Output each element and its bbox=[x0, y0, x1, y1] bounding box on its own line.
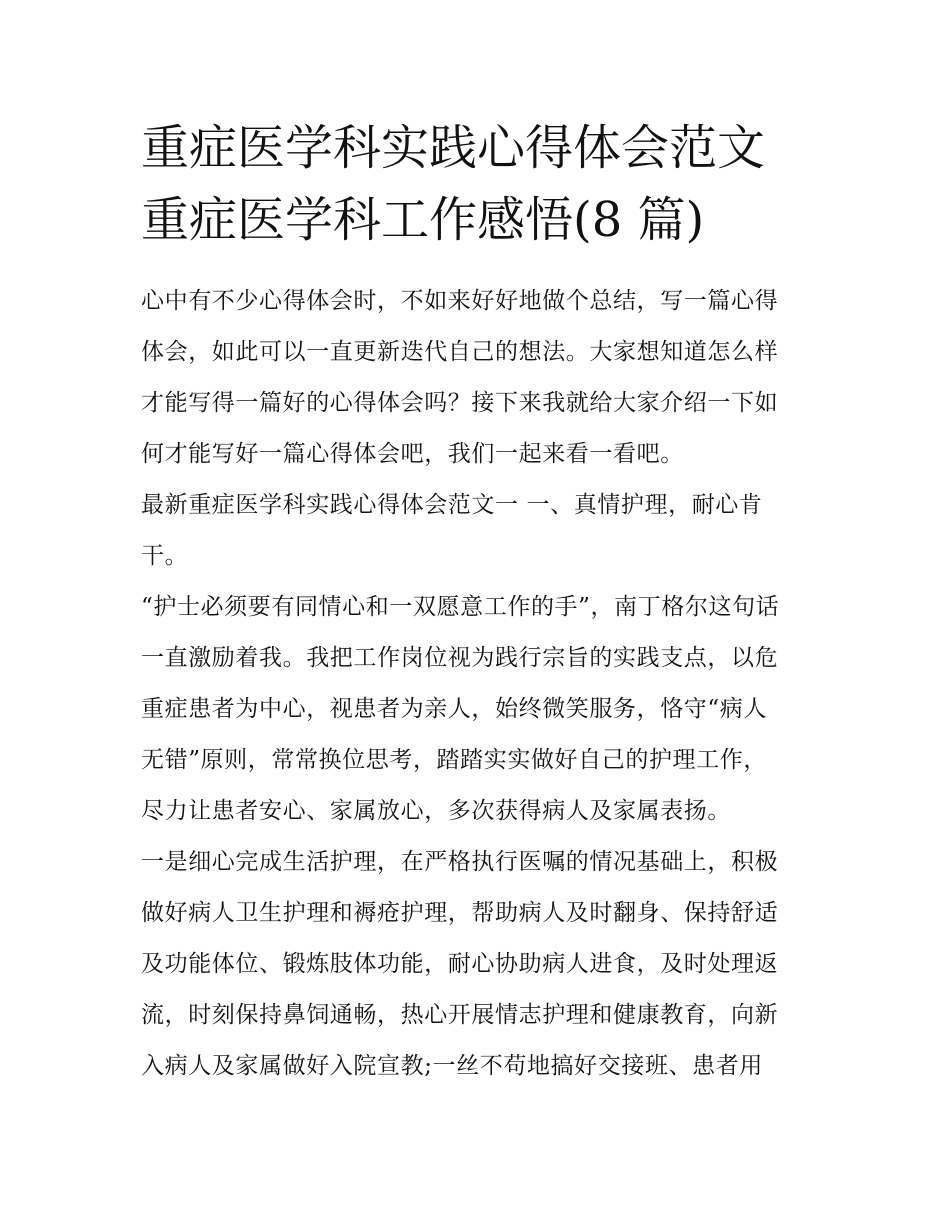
text-line: “护士必须要有同情心和一双愿意工作的手”，南丁格尔这句话 bbox=[141, 594, 780, 620]
paragraph-intro bbox=[141, 276, 821, 480]
text-line: 体会，如此可以一直更新迭代自己的想法。大家想知道怎么样 bbox=[141, 339, 779, 365]
text-line: 及功能体位、锻炼肢体功能，耐心协助病人进食，及时处理返 bbox=[141, 951, 779, 977]
text-line: 一直激励着我。我把工作岗位视为践行宗旨的实践支点，以危 bbox=[141, 645, 779, 671]
paragraph-nightingale-quote bbox=[141, 582, 821, 837]
text-line: 做好病人卫生护理和褥疮护理，帮助病人及时翻身、保持舒适 bbox=[141, 900, 779, 926]
text-line: 干。 bbox=[141, 543, 189, 569]
text-line: 一是细心完成生活护理，在严格执行医嘱的情况基础上，积极 bbox=[141, 849, 779, 875]
text-line: 流，时刻保持鼻饲通畅，热心开展情志护理和健康教育，向新 bbox=[141, 1002, 779, 1028]
title-line: 重症医学科实践心得体会范文 bbox=[141, 120, 766, 176]
text-line: 重症患者为中心，视患者为亲人，始终微笑服务，恪守“病人 bbox=[141, 696, 767, 722]
document-title bbox=[141, 112, 831, 256]
text-line: 何才能写好一篇心得体会吧，我们一起来看一看吧。 bbox=[141, 441, 684, 467]
text-line: 最新重症医学科实践心得体会范文一 一、真情护理，耐心肯 bbox=[141, 492, 763, 518]
paragraph-section-heading bbox=[141, 480, 821, 582]
text-line: 尽力让患者安心、家属放心，多次获得病人及家属表扬。 bbox=[141, 798, 731, 824]
title-line: 重症医学科工作感悟(8 篇) bbox=[141, 192, 705, 248]
document-body bbox=[141, 276, 821, 1092]
text-line: 入病人及家属做好入院宣教;一丝不苟地搞好交接班、患者用 bbox=[141, 1053, 763, 1079]
text-line: 才能写得一篇好的心得体会吗？接下来我就给大家介绍一下如 bbox=[141, 390, 779, 416]
text-line: 心中有不少心得体会时，不如来好好地做个总结，写一篇心得 bbox=[141, 288, 779, 314]
paragraph-life-care bbox=[141, 837, 821, 1092]
text-line: 无错”原则，常常换位思考，踏踏实实做好自己的护理工作， bbox=[141, 747, 767, 773]
